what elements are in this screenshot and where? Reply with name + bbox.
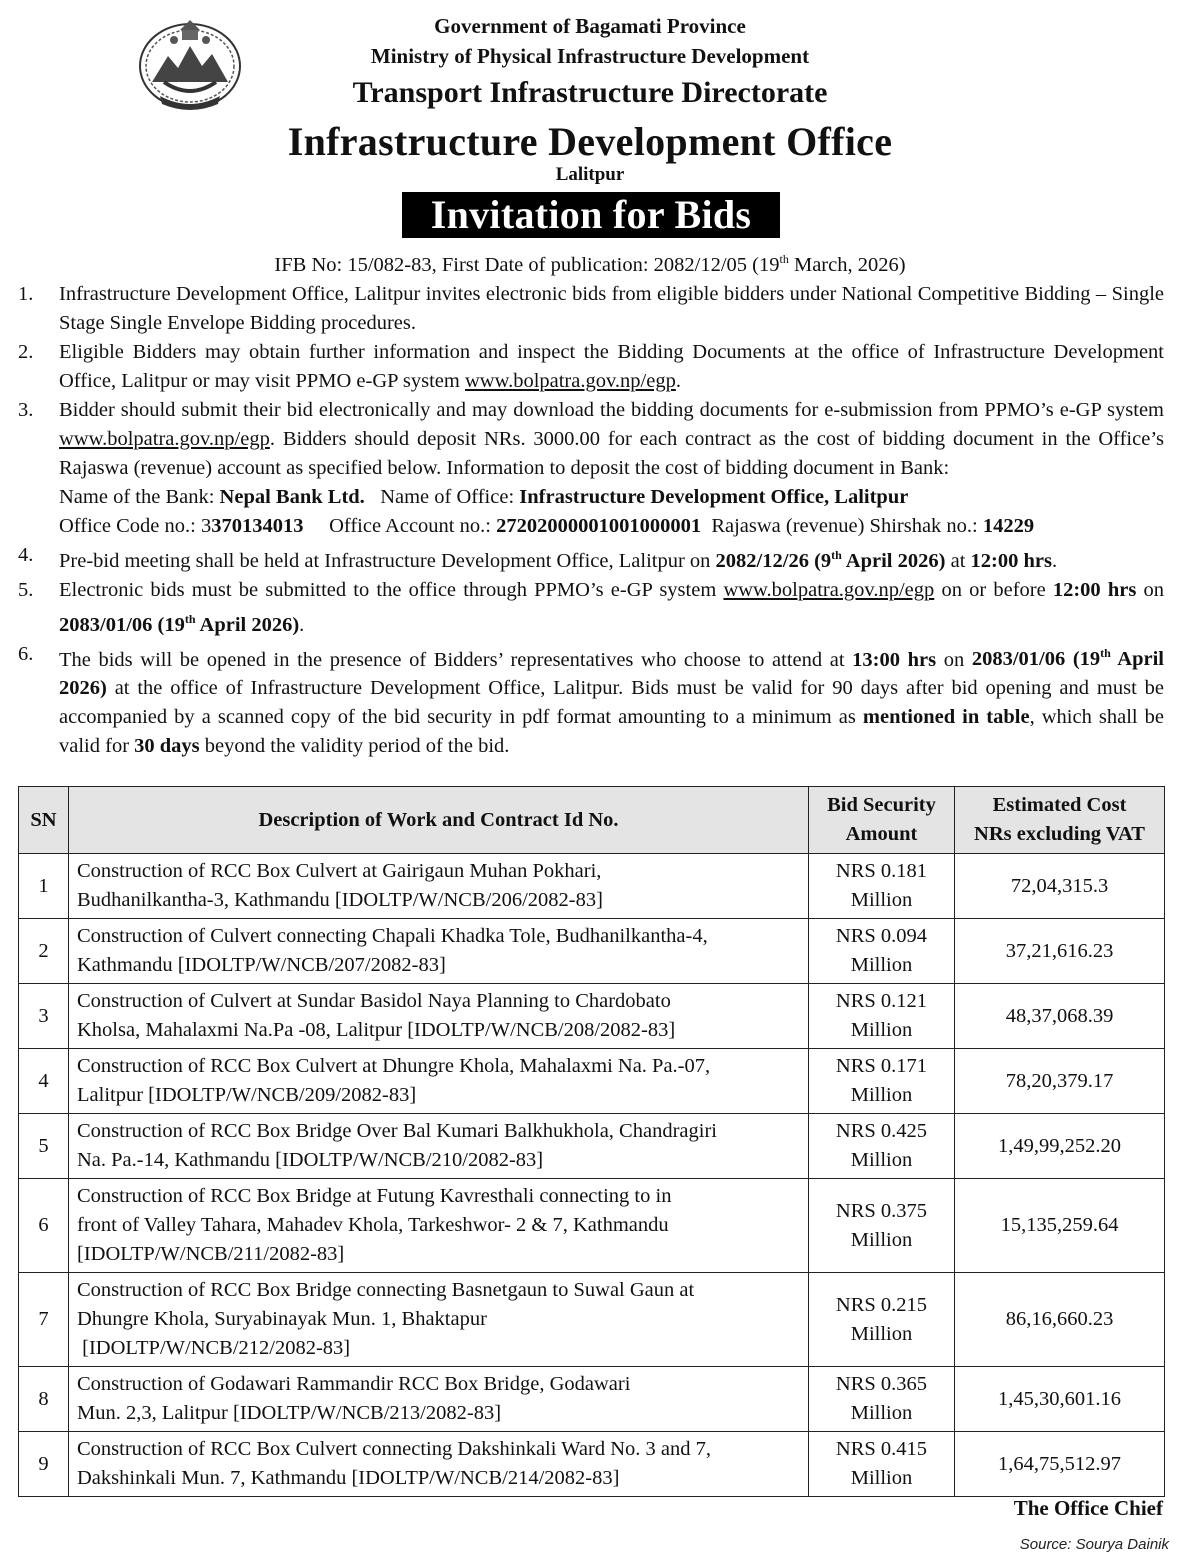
row-estimated-cost: 1,45,30,601.16	[955, 1367, 1165, 1432]
egp-link[interactable]: www.bolpatra.gov.np/egp	[464, 370, 676, 392]
ministry-name: Ministry of Physical Infrastructure Development	[370, 44, 810, 68]
row-sn: 7	[19, 1273, 69, 1367]
row-sn: 4	[19, 1049, 69, 1114]
bank-info-line-1: Name of the Bank: Nepal Bank Ltd. Name of Office: Infrastructure Development Office, Lalitpur	[59, 486, 909, 508]
table-row	[19, 854, 1165, 919]
table-row	[19, 1179, 1165, 1273]
table-row	[19, 1367, 1165, 1432]
row-estimated-cost: 86,16,660.23	[955, 1273, 1165, 1367]
table-header-row	[19, 787, 1165, 854]
row-description: Construction of RCC Box Culvert connecting Dakshinkali Ward No. 3 and 7, Dakshinkali Mun. 7, Kathmandu [IDOLTP/W/NCB/214/2082-83]	[69, 1432, 809, 1497]
row-bid-security: NRS 0.121 Million	[809, 984, 955, 1049]
row-bid-security: NRS 0.365 Million	[809, 1367, 955, 1432]
row-sn: 5	[19, 1114, 69, 1179]
notice-item-4: 4. Pre-bid meeting shall be held at Infrastructure Development Office, Lalitpur on 2082/12/26 (9th April 2026) at 12:00 hrs.	[18, 544, 1058, 572]
signature: The Office Chief	[1013, 1496, 1163, 1520]
row-estimated-cost: 48,37,068.39	[955, 984, 1165, 1049]
directorate-name: Transport Infrastructure Directorate	[352, 76, 828, 109]
office-name: Infrastructure Development Office	[287, 119, 893, 164]
egp-link[interactable]: www.bolpatra.gov.np/egp	[723, 578, 935, 601]
row-sn: 9	[19, 1432, 69, 1497]
row-description: Construction of Godawari Rammandir RCC Box Bridge, Godawari Mun. 2,3, Lalitpur [IDOLTP/W/NCB/213/2082-83]	[69, 1367, 809, 1432]
row-bid-security: NRS 0.094 Million	[809, 919, 955, 984]
notice-item-2: 2. Eligible Bidders may obtain further information and inspect the Bidding Documents at the office of Infrastructure Development Office, Lalitpur or may visit PPMO e-GP system www.bolpatra.gov.np/egp.	[18, 341, 1164, 392]
row-description: Construction of RCC Box Bridge Over Bal Kumari Balkhukhola, Chandragiri Na. Pa.-14, Kathmandu [IDOLTP/W/NCB/210/2082-83]	[69, 1114, 809, 1179]
row-estimated-cost: 15,135,259.64	[955, 1179, 1165, 1273]
table-row	[19, 919, 1165, 984]
table-row	[19, 1432, 1165, 1497]
row-bid-security: NRS 0.415 Million	[809, 1432, 955, 1497]
row-estimated-cost: 1,64,75,512.97	[955, 1432, 1165, 1497]
egp-link[interactable]: www.bolpatra.gov.np/egp	[59, 428, 270, 450]
row-estimated-cost: 72,04,315.3	[955, 854, 1165, 919]
row-description: Construction of Culvert connecting Chapali Khadka Tole, Budhanilkantha-4, Kathmandu [IDOLTP/W/NCB/207/2082-83]	[69, 919, 809, 984]
table-row	[19, 1273, 1165, 1367]
row-description: Construction of RCC Box Bridge connecting Basnetgaun to Suwal Gaun at Dhungre Khola, Suryabinayak Mun. 1, Bhaktapur [IDOLTP/W/NCB/212/2082-83]	[69, 1273, 809, 1367]
bank-info-line-2: Office Code no.: 3370134013 Office Account no.: 27202000001001000001 Rajaswa (revenue) Shirshak no.: 14229	[59, 515, 1035, 537]
table-row	[19, 1114, 1165, 1179]
row-description: Construction of RCC Box Bridge at Futung Kavresthali connecting to in front of Valley Tahara, Mahadev Khola, Tarkeshwor- 2 & 7, Kathmandu [IDOLTP/W/NCB/211/2082-83]	[69, 1179, 809, 1273]
row-description: Construction of RCC Box Culvert at Gairigaun Muhan Pokhari, Budhanilkantha-3, Kathmandu [IDOLTP/W/NCB/206/2082-83]	[69, 854, 809, 919]
government-name: Government of Bagamati Province	[434, 14, 746, 38]
notice-item-5: 5. Electronic bids must be submitted to the office through PPMO’s e-GP system www.bolpatra.gov.np/egp on or before 12:00 hrs on 2083/01/06 (19th April 2026).	[18, 578, 1164, 636]
row-bid-security: NRS 0.215 Million	[809, 1273, 955, 1367]
nepal-emblem-icon	[134, 16, 246, 112]
row-bid-security: NRS 0.375 Million	[809, 1179, 955, 1273]
notice-title: Invitation for Bids	[402, 192, 780, 238]
row-sn: 2	[19, 919, 69, 984]
row-sn: 8	[19, 1367, 69, 1432]
ifb-line: IFB No: 15/082-83, First Date of publication: 2082/12/05 (19th March, 2026)	[274, 252, 906, 276]
notice-items	[18, 280, 1164, 761]
notice-item-6: 6. The bids will be opened in the presence of Bidders’ representatives who choose to attend at 13:00 hrs on 2083/01/06 (19th April 2026) at the office of Infrastructure Development Office, Lalitpur. Bids must be valid for 90 days after bid opening and must be accompanied by a scanned copy of the bid security in pdf format amounting to a minimum as mentioned in table, which shall be valid for 30 days beyond the validity period of the bid.	[18, 642, 1165, 758]
office-city: Lalitpur	[555, 164, 625, 185]
row-sn: 6	[19, 1179, 69, 1273]
row-sn: 3	[19, 984, 69, 1049]
header-sn: SN	[19, 787, 69, 854]
row-estimated-cost: 37,21,616.23	[955, 919, 1165, 984]
row-bid-security: NRS 0.171 Million	[809, 1049, 955, 1114]
source-credit: Source: Sourya Dainik	[1019, 1536, 1169, 1553]
notice-item-1: 1. Infrastructure Development Office, Lalitpur invites electronic bids from eligible bidders under National Competitive Bidding – Single Stage Single Envelope Bidding procedures.	[18, 283, 1164, 334]
table-row	[19, 1049, 1165, 1114]
header-estimated-cost: Estimated Cost NRs excluding VAT	[955, 787, 1165, 854]
header-description: Description of Work and Contract Id No.	[69, 787, 809, 854]
contracts-table	[18, 786, 1165, 1497]
row-description: Construction of RCC Box Culvert at Dhungre Khola, Mahalaxmi Na. Pa.-07, Lalitpur [IDOLTP/W/NCB/209/2082-83]	[69, 1049, 809, 1114]
row-sn: 1	[19, 854, 69, 919]
header-bid-security: Bid Security Amount	[809, 787, 955, 854]
row-description: Construction of Culvert at Sundar Basidol Naya Planning to Chardobato Kholsa, Mahalaxmi Na.Pa -08, Lalitpur [IDOLTP/W/NCB/208/2082-83]	[69, 984, 809, 1049]
row-estimated-cost: 78,20,379.17	[955, 1049, 1165, 1114]
table-row	[19, 984, 1165, 1049]
notice-item-3: 3. Bidder should submit their bid electronically and may download the bidding documents for e-submission from PPMO’s e-GP system www.bolpatra.gov.np/egp. Bidders should deposit NRs. 3000.00 for each contract as the cost of bidding document in the Office’s Rajaswa (revenue) account as specified below. Information to deposit the cost of bidding document in Bank: Name of the Bank: Nepal Bank Ltd. Name of Office: Infrastructure Development Office, Lalitpur Office Code no.: 3370134013 Office Account no.: 27202000001001000001 Rajaswa (revenue) Shirshak no.: 14229	[18, 396, 1164, 541]
row-estimated-cost: 1,49,99,252.20	[955, 1114, 1165, 1179]
row-bid-security: NRS 0.181 Million	[809, 854, 955, 919]
row-bid-security: NRS 0.425 Million	[809, 1114, 955, 1179]
